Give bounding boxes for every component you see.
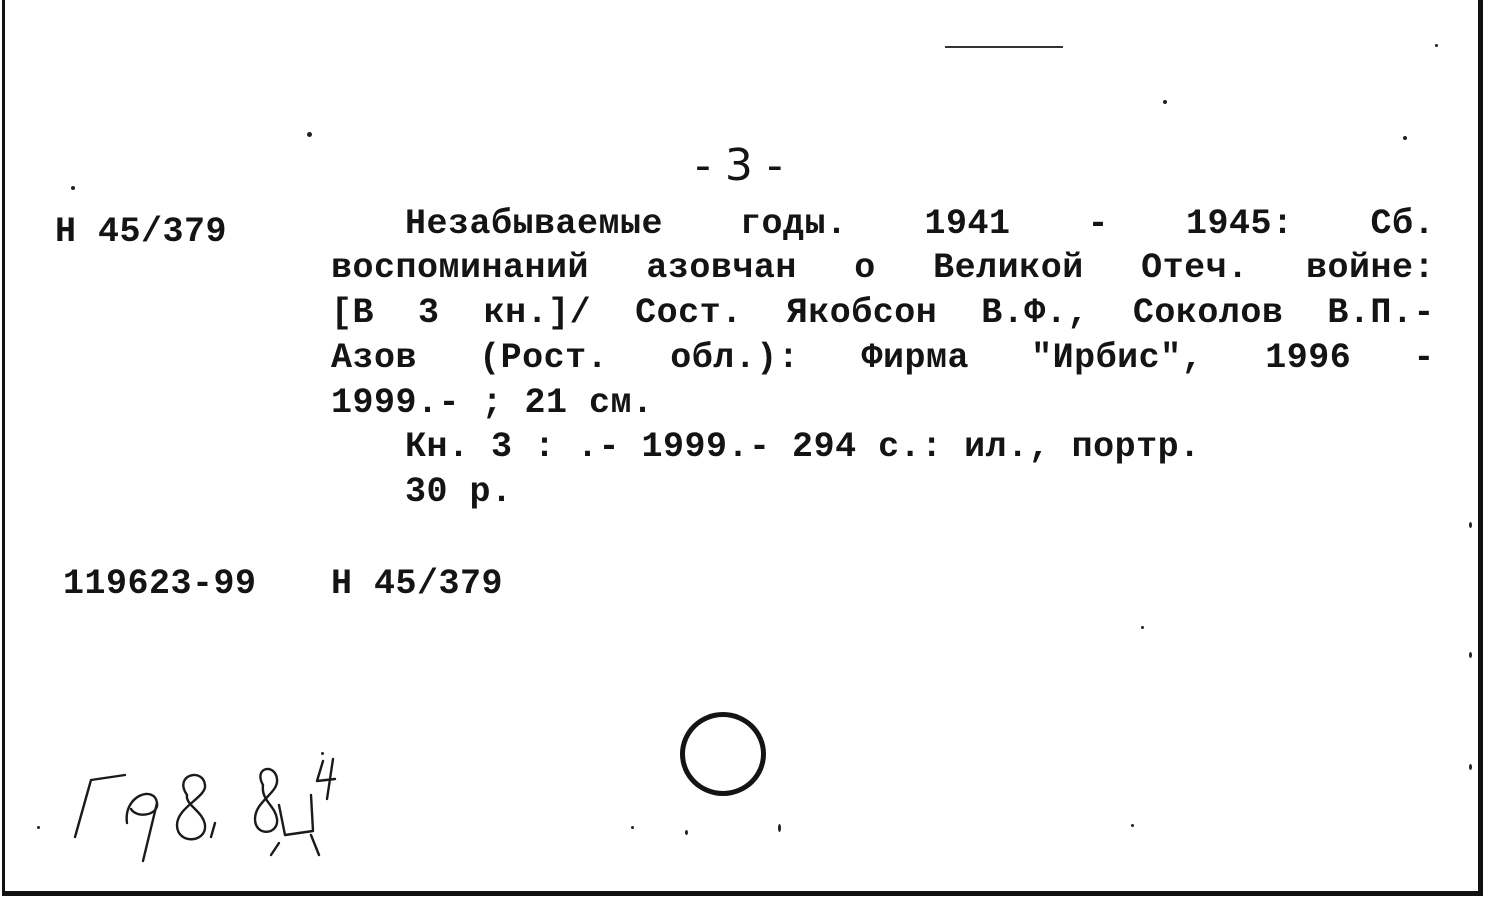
page-number: - 3 - <box>695 140 783 191</box>
entry-word: 1941 <box>924 204 1011 244</box>
entry-word: Азов <box>331 338 418 378</box>
entry-word: Незабываемые <box>405 204 664 244</box>
entry-word: обл.): <box>670 338 800 378</box>
shelf-mark-left: Н 45/379 <box>55 212 228 252</box>
scan-speck <box>1141 626 1144 629</box>
scan-speck <box>37 826 40 829</box>
scan-speck <box>1403 136 1407 140</box>
price: 30 р. <box>405 472 513 512</box>
accession-number: 119623-99 <box>63 564 257 604</box>
catalog-card <box>2 0 1483 896</box>
entry-word: Сост. <box>635 293 743 333</box>
entry-word: Якобсон <box>786 293 938 333</box>
scan-speck <box>1131 824 1134 827</box>
entry-word: годы. <box>740 204 848 244</box>
entry-word: [В <box>331 293 375 333</box>
card-punch-hole <box>680 712 766 796</box>
entry-word: Фирма <box>861 338 969 378</box>
entry-word: Отеч. <box>1141 248 1249 288</box>
scan-speck <box>1435 44 1438 47</box>
entry-word: о <box>854 248 876 288</box>
scan-speck <box>307 132 312 137</box>
entry-word: - <box>1413 338 1435 378</box>
entry-line-3 <box>331 291 1435 335</box>
scan-speck <box>1469 652 1472 658</box>
entry-word: Соколов <box>1132 293 1284 333</box>
entry-word: В.П.- <box>1327 293 1435 333</box>
entry-word: - <box>1087 204 1110 244</box>
scan-speck <box>321 752 324 755</box>
entry-word: 1996 <box>1265 338 1352 378</box>
scan-speck <box>71 186 75 190</box>
entry-word: Сб. <box>1370 204 1435 244</box>
scan-speck <box>1163 100 1167 104</box>
entry-line-2 <box>331 246 1435 290</box>
entry-line-4 <box>331 336 1435 380</box>
scan-speck <box>1469 522 1472 528</box>
entry-word: кн.]/ <box>483 293 592 333</box>
entry-word: воспоминаний <box>331 248 590 288</box>
handwritten-code-drawing <box>65 755 385 875</box>
entry-word: В.Ф., <box>981 293 1089 333</box>
shelf-mark-bottom: Н 45/379 <box>331 564 504 604</box>
entry-word: "Ирбис", <box>1031 338 1204 378</box>
entry-line-5: 1999.- ; 21 см. <box>331 383 654 423</box>
entry-word: войне: <box>1305 248 1435 288</box>
scan-mark <box>945 46 1063 48</box>
entry-word: (Рост. <box>479 338 609 378</box>
volume-line: Кн. 3 : .- 1999.- 294 с.: ил., портр. <box>405 427 1201 467</box>
entry-word: 1945: <box>1185 204 1294 244</box>
entry-line-1 <box>405 202 1435 246</box>
scan-speck <box>631 826 634 829</box>
entry-word: 3 <box>418 293 440 333</box>
entry-word: азовчан <box>646 248 797 288</box>
scan-speck <box>685 830 688 835</box>
entry-word: Великой <box>933 248 1084 288</box>
scan-speck <box>778 824 781 832</box>
scan-speck <box>1469 764 1472 770</box>
